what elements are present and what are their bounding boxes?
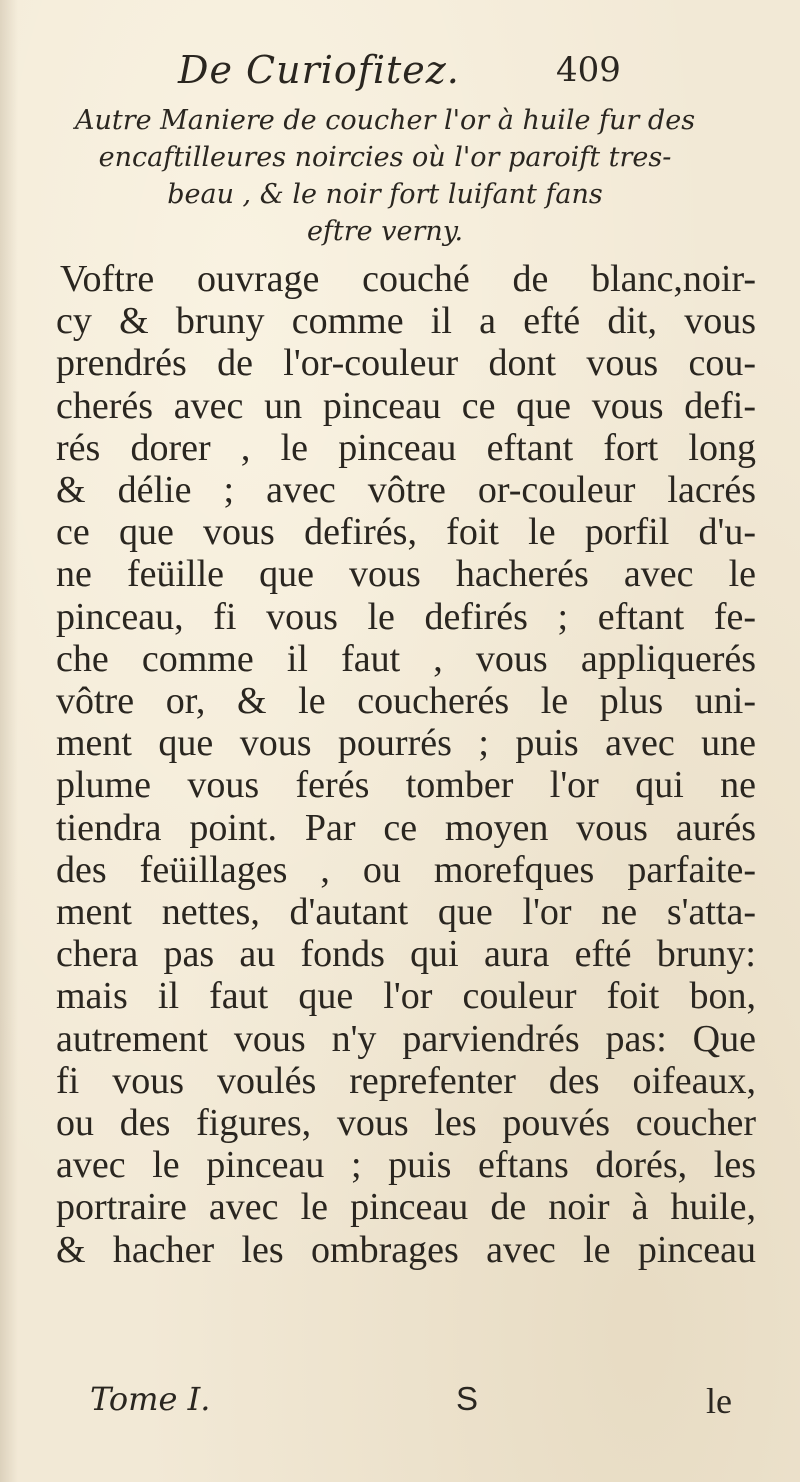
section-heading <box>40 102 730 250</box>
text-line: portraire avec le pinceau de noir à huile, <box>56 1186 756 1229</box>
signature-mark: S <box>456 1380 479 1417</box>
heading-line: encaftilleures noircies où l'or paroift tres- <box>98 142 672 173</box>
text-line: prendrés de l'or-couleur dont vous cou- <box>56 342 756 385</box>
text-line: autrement vous n'y parviendrés pas: Que <box>56 1017 756 1060</box>
text-line: & hacher les ombrages avec le pinceau <box>56 1228 756 1271</box>
heading-line: eftre verny. <box>306 216 464 247</box>
text-line: Voftre ouvrage couché de blanc,noir- <box>60 258 756 300</box>
text-line: avec le pinceau ; puis eftans dorés, les <box>56 1144 756 1187</box>
text-line: fi vous voulés reprefenter des oifeaux, <box>56 1059 756 1102</box>
text-line: ou des figures, vous les pouvés coucher <box>56 1102 756 1145</box>
text-line: chera pas au fonds qui aura efté bruny: <box>56 933 756 976</box>
text-line: vôtre or, & le coucherés le plus uni- <box>56 680 756 723</box>
text-line: mais il faut que l'or couleur foit bon, <box>56 975 756 1018</box>
text-line: ne feüille que vous hacherés avec le <box>56 553 756 596</box>
text-line: rés dorer , le pinceau eftant fort long <box>56 426 756 469</box>
heading-line: Autre Maniere de coucher l'or à huile fur des <box>74 105 696 136</box>
text-line: ce que vous defirés, foit le porfil d'u- <box>56 511 756 554</box>
text-line: & délie ; avec vôtre or-couleur lacrés <box>56 469 756 512</box>
page-footer <box>0 1380 800 1424</box>
text-line: ment nettes, d'autant que l'or ne s'atta- <box>56 891 756 934</box>
page-header <box>0 48 800 96</box>
text-line: cy & bruny comme il a efté dit, vous <box>56 300 756 343</box>
heading-line: beau , & le noir fort luifant fans <box>167 179 603 210</box>
running-title: De Curiofitez. <box>178 48 460 92</box>
text-line: ment que vous pourrés ; puis avec une <box>56 722 756 765</box>
text-line: che comme il faut , vous appliquerés <box>56 637 756 680</box>
text-line: plume vous ferés tomber l'or qui ne <box>56 764 756 807</box>
text-line: tiendra point. Par ce moyen vous aurés <box>56 806 756 849</box>
text-line: cherés avec un pinceau ce que vous defi- <box>56 384 756 427</box>
page-number: 409 <box>556 50 621 90</box>
text-line: pinceau, fi vous le defirés ; eftant fe- <box>56 595 756 638</box>
body-paragraph <box>56 258 756 1271</box>
catchword: le <box>706 1381 732 1421</box>
gutter-shadow <box>0 0 18 1482</box>
text-line: des feüillages , ou morefques parfaite- <box>56 848 756 891</box>
volume-label: Tome I. <box>90 1380 211 1418</box>
